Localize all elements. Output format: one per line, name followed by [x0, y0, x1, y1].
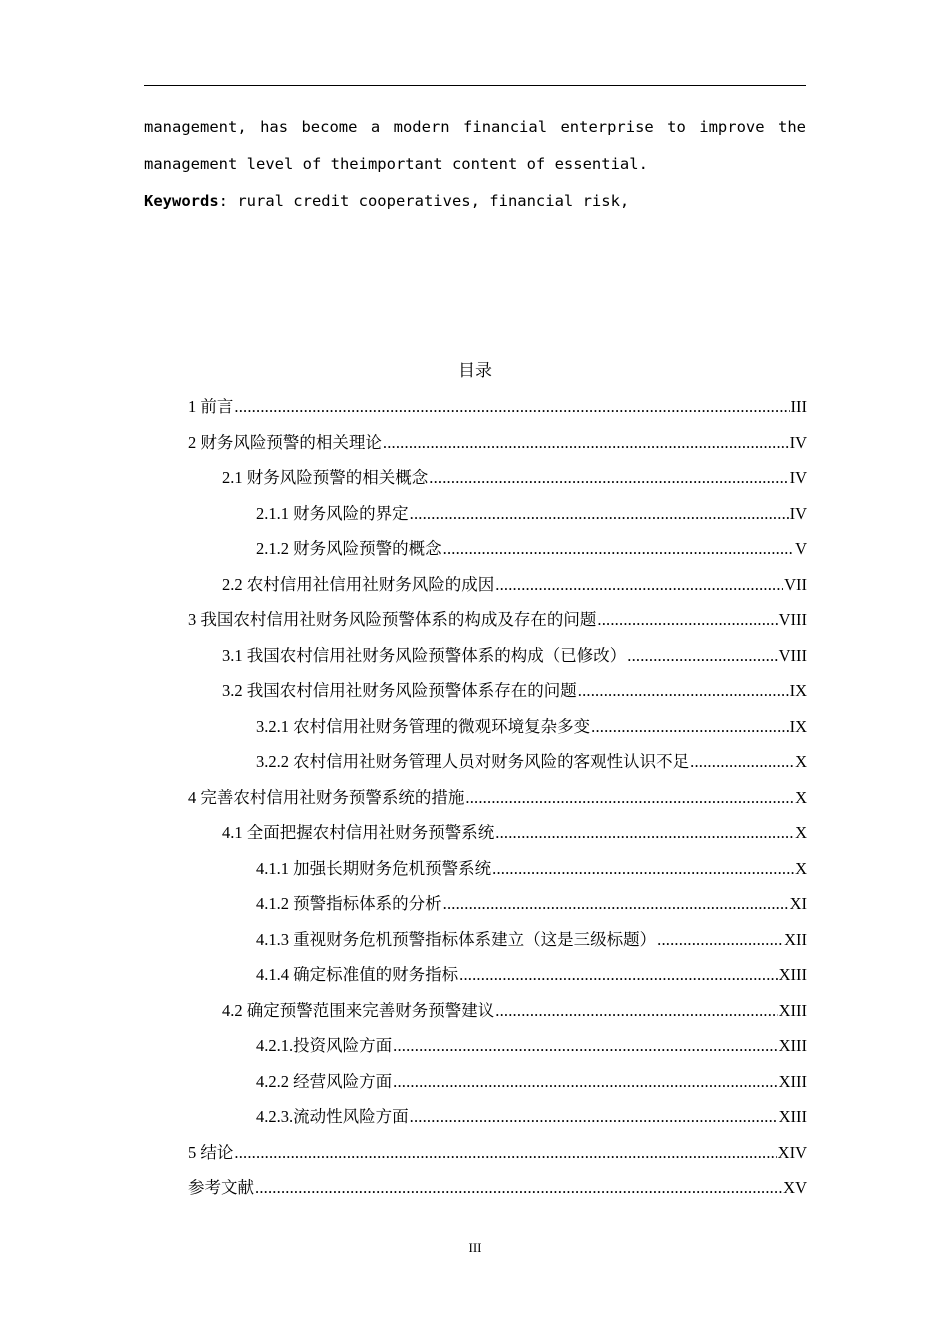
toc-entry-page: III: [790, 397, 807, 416]
toc-entry-page: XIII: [778, 1107, 807, 1126]
toc-leader-dots: [255, 1170, 782, 1206]
toc-entry-title: 3.2.2 农村信用社财务管理人员对财务风险的客观性认识不足: [256, 752, 690, 771]
toc-entry[interactable]: [188, 425, 807, 461]
toc-entry-title: 2.1.2 财务风险预警的概念: [256, 539, 442, 558]
toc-leader-dots: [657, 922, 783, 958]
toc-entry-title: 4.2.1.投资风险方面: [256, 1036, 393, 1055]
toc-entry-title: 4.2 确定预警范围来完善财务预警建议: [222, 1000, 495, 1020]
toc-entry[interactable]: [188, 460, 807, 496]
toc-leader-dots: [597, 602, 777, 638]
toc-entry[interactable]: [188, 389, 807, 425]
toc-entry[interactable]: [188, 851, 807, 887]
toc-entry[interactable]: [188, 673, 807, 709]
toc-entry-page: X: [795, 787, 807, 807]
toc-entry-page: XIV: [777, 1142, 807, 1162]
toc-entry[interactable]: [188, 815, 807, 851]
abstract-section: [144, 112, 806, 216]
header-rule: [144, 85, 806, 86]
toc-entry[interactable]: [188, 993, 807, 1029]
toc-entry-page: XII: [784, 929, 807, 949]
toc-entry-title: 4.1.1 加强长期财务危机预警系统: [256, 858, 492, 878]
toc-entry-title: 1 前言: [188, 397, 234, 416]
toc-entry-page: IX: [789, 681, 807, 700]
table-of-contents: [188, 389, 807, 1206]
toc-leader-dots: [443, 886, 789, 922]
toc-entry-title: 2.1 财务风险预警的相关概念: [222, 468, 429, 487]
keywords-text: : rural credit cooperatives, financial risk,: [218, 192, 630, 210]
toc-leader-dots: [410, 1099, 778, 1135]
toc-leader-dots: [393, 1064, 777, 1100]
abstract-line-1: management, has become a modern financial enterprise to improve the: [144, 118, 806, 136]
toc-leader-dots: [393, 1028, 777, 1064]
toc-entry-title: 5 结论: [188, 1142, 234, 1162]
toc-entry-title: 4.1.4 确定标准值的财务指标: [256, 965, 459, 984]
abstract-line-2: management level of theimportant content of essential.: [144, 155, 648, 173]
toc-entry-title: 3.1 我国农村信用社财务风险预警体系的构成（已修改）: [222, 645, 627, 665]
toc-entry-page: IV: [789, 432, 807, 452]
toc-entry-page: XIII: [778, 1036, 807, 1055]
toc-entry[interactable]: [188, 531, 807, 567]
toc-entry-page: IV: [789, 503, 807, 523]
toc-leader-dots: [443, 531, 794, 567]
toc-entry[interactable]: [188, 1170, 807, 1206]
toc-leader-dots: [690, 744, 794, 780]
toc-entry-page: VIII: [778, 645, 807, 665]
toc-entry-title: 参考文献: [188, 1178, 254, 1197]
toc-entry[interactable]: [188, 567, 807, 603]
toc-entry-title: 4.1 全面把握农村信用社财务预警系统: [222, 823, 495, 842]
toc-entry-page: XIII: [778, 1071, 807, 1091]
toc-entry-page: XIII: [778, 1000, 807, 1020]
toc-leader-dots: [234, 1135, 776, 1171]
toc-entry-title: 3.2.1 农村信用社财务管理的微观环境复杂多变: [256, 716, 591, 736]
toc-entry-title: 4.2.2 经营风险方面: [256, 1071, 393, 1091]
toc-leader-dots: [492, 851, 794, 887]
toc-entry-title: 4.1.2 预警指标体系的分析: [256, 894, 442, 913]
toc-leader-dots: [591, 709, 788, 745]
toc-entry-title: 4 完善农村信用社财务预警系统的措施: [188, 787, 465, 807]
toc-entry-title: 4.1.3 重视财务危机预警指标体系建立（这是三级标题）: [256, 929, 657, 949]
toc-entry-page: V: [795, 539, 807, 558]
toc-entry-page: VII: [784, 574, 807, 594]
toc-title: 目录: [458, 361, 492, 381]
toc-entry[interactable]: [188, 709, 807, 745]
keywords-label: Keywords: [144, 192, 219, 210]
toc-entry-title: 3.2 我国农村信用社财务风险预警体系存在的问题: [222, 681, 577, 700]
toc-leader-dots: [429, 460, 788, 496]
toc-entry-page: IV: [789, 468, 807, 487]
toc-entry[interactable]: [188, 744, 807, 780]
toc-entry-page: IX: [789, 716, 807, 736]
toc-entry[interactable]: [188, 1064, 807, 1100]
toc-leader-dots: [495, 993, 777, 1029]
toc-entry[interactable]: [188, 957, 807, 993]
toc-entry-title: 4.2.3.流动性风险方面: [256, 1107, 409, 1126]
toc-entry-page: XIII: [778, 965, 807, 984]
toc-entry[interactable]: [188, 886, 807, 922]
toc-entry-page: X: [795, 752, 807, 771]
toc-entry-title: 2.1.1 财务风险的界定: [256, 503, 409, 523]
toc-entry-page: XV: [783, 1178, 807, 1197]
toc-leader-dots: [495, 815, 794, 851]
toc-entry[interactable]: [188, 496, 807, 532]
toc-entry-page: VIII: [778, 610, 807, 629]
toc-leader-dots: [410, 496, 789, 532]
toc-entry-page: X: [795, 823, 807, 842]
toc-entry[interactable]: [188, 1135, 807, 1171]
toc-entry-page: XI: [789, 894, 807, 913]
toc-leader-dots: [578, 673, 789, 709]
toc-leader-dots: [627, 638, 777, 674]
toc-entry[interactable]: [188, 1099, 807, 1135]
toc-leader-dots: [495, 567, 783, 603]
toc-leader-dots: [459, 957, 777, 993]
toc-entry[interactable]: [188, 922, 807, 958]
toc-entry[interactable]: [188, 638, 807, 674]
toc-entry-page: X: [795, 858, 807, 878]
keywords-line: [144, 186, 806, 216]
toc-entry[interactable]: [188, 602, 807, 638]
toc-entry[interactable]: [188, 1028, 807, 1064]
toc-entry-title: 2 财务风险预警的相关理论: [188, 432, 382, 452]
toc-entry[interactable]: [188, 780, 807, 816]
toc-leader-dots: [465, 780, 794, 816]
page-number: III: [468, 1240, 482, 1255]
toc-entry-title: 2.2 农村信用社信用社财务风险的成因: [222, 574, 495, 594]
toc-leader-dots: [383, 425, 789, 461]
toc-leader-dots: [234, 389, 789, 425]
toc-entry-title: 3 我国农村信用社财务风险预警体系的构成及存在的问题: [188, 610, 597, 629]
